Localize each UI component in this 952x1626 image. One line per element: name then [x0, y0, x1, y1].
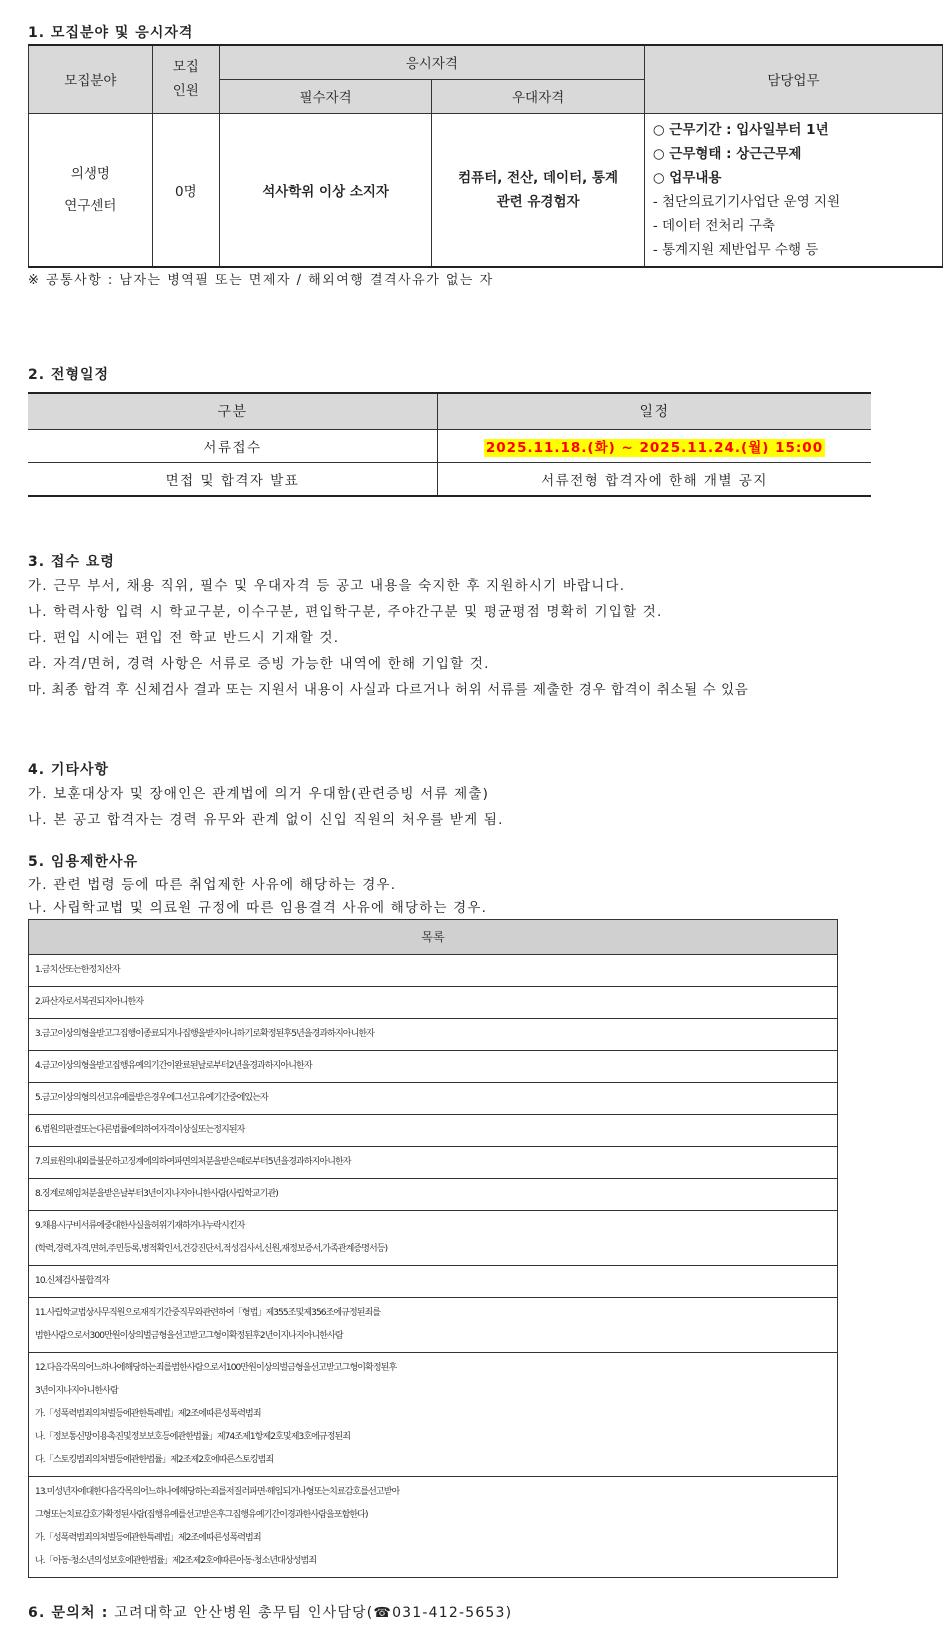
- list-row: [29, 1178, 838, 1210]
- duty-line: ○ 근무기간 : 입사일부터 1년: [652, 121, 829, 138]
- list-cell: [29, 1146, 838, 1178]
- list-row: [29, 1265, 838, 1297]
- list-line: 3년이지나지아니한사람: [35, 1385, 118, 1396]
- list-line: 나.「아동·청소년의성보호에관한법률」제2조제2호에따른아동·청소년대상성범죄: [35, 1555, 317, 1566]
- schedule-value: [438, 429, 872, 462]
- list-header: 목록: [29, 919, 838, 954]
- list-row: [29, 1018, 838, 1050]
- schedule-table: [28, 392, 871, 497]
- duty-line: - 통계지원 제반업무 수행 등: [652, 241, 819, 258]
- duty-line: - 첨단의료기기사업단 운영 지원: [652, 193, 841, 210]
- schedule-value: 서류전형 합격자에 한해 개별 공지: [438, 462, 872, 496]
- list-line: 가.「성폭력범죄의처벌등에관한특례법」제2조에따른성폭력범죄: [35, 1408, 261, 1419]
- header-count: 모집 인원: [152, 45, 219, 113]
- list-body: [29, 954, 838, 1577]
- section5-item: 가. 관련 법령 등에 따른 취업제한 사유에 해당하는 경우.: [28, 876, 397, 893]
- cell-field: [29, 113, 153, 267]
- list-row: [29, 986, 838, 1018]
- list-line: 1.금치산또는한정치산자: [35, 964, 120, 975]
- schedule-category: 서류접수: [28, 429, 438, 462]
- duty-line: - 데이터 전처리 구축: [652, 217, 775, 234]
- header-preferred: 우대자격: [432, 79, 645, 113]
- section5-item: 나. 사립학교법 및 의료원 규정에 따른 임용결격 사유에 해당하는 경우.: [28, 899, 488, 916]
- field-line2: 연구센터: [64, 197, 117, 214]
- header-schedule: 일정: [438, 393, 872, 430]
- list-line: (학력,경력,자격,면허,주민등록,병적확인서,건강진단서,적성검사서,신원,재정보증서,가족관계증명서등): [35, 1243, 388, 1254]
- preferred-line1: 컴퓨터, 전산, 데이터, 통계: [458, 169, 619, 186]
- list-cell: [29, 1114, 838, 1146]
- header-qualification: 응시자격: [219, 45, 644, 79]
- preferred-line2: 관련 유경험자: [496, 193, 580, 210]
- contact: [28, 1600, 943, 1626]
- list-cell: [29, 1178, 838, 1210]
- header-category: 구분: [28, 393, 438, 430]
- cell-count: 0명: [152, 113, 219, 267]
- section4-title: 4. 기타사항: [28, 761, 110, 778]
- section6-title: 6. 문의처 :: [28, 1604, 109, 1621]
- list-row: [29, 954, 838, 986]
- list-row: [29, 1352, 838, 1476]
- disqualification-list-table: [28, 919, 838, 1578]
- schedule-highlight: 2025.11.18.(화) ~ 2025.11.24.(월) 15:00: [485, 439, 824, 456]
- section3-title: 3. 접수 요령: [28, 553, 115, 570]
- list-row: [29, 1050, 838, 1082]
- list-line: 12.다음각목의어느하나에해당하는죄를범한사람으로서100만원이상의벌금형을선고받고그형이확정된후: [35, 1362, 397, 1373]
- list-line: 그형또는치료감호가확정된사람(집행유예를선고받은후그집행유예기간이경과한사람을포함한다): [35, 1509, 368, 1520]
- section1-title: 1. 모집분야 및 응시자격: [28, 25, 194, 41]
- contact-content: 고려대학교 안산병원 총무팀 인사담당(☎031-412-5653): [114, 1604, 513, 1621]
- list-row: [29, 1146, 838, 1178]
- list-cell: [29, 954, 838, 986]
- list-line: 5.금고이상의형의선고유예를받은경우에그선고유예기간중에있는자: [35, 1092, 268, 1103]
- list-cell: [29, 1352, 838, 1476]
- cell-preferred: [432, 113, 645, 267]
- list-line: 8.징계로해임처분을받은날부터3년이지나지아니한사람(사립학교기관): [35, 1188, 278, 1199]
- list-cell: [29, 1210, 838, 1265]
- list-cell: [29, 1297, 838, 1352]
- section5-title: 5. 임용제한사유: [28, 853, 139, 870]
- section2-title: 2. 전형일정: [28, 366, 110, 383]
- list-line: 2.파산자로서복권되지아니한자: [35, 996, 144, 1007]
- header-required: 필수자격: [219, 79, 432, 113]
- list-line: 3.금고이상의형을받고그집행이종료되거나집행을받지아니하기로확정된후5년을경과하지아니한자: [35, 1028, 374, 1039]
- list-line: 9.채용시구비서류에중대한사실을허위기재하거나누락시킨자: [35, 1220, 245, 1231]
- list-row: [29, 1297, 838, 1352]
- list-line: 4.금고이상의형을받고집행유예의기간이완료된날로부터2년을경과하지아니한자: [35, 1060, 312, 1071]
- list-cell: [29, 1050, 838, 1082]
- common-note: ※ 공통사항 : 남자는 병역필 또는 면제자 / 해외여행 결격사유가 없는 자: [28, 272, 494, 288]
- list-line: 10.신체검사불합격자: [35, 1275, 109, 1286]
- list-row: [29, 1114, 838, 1146]
- field-line1: 의생명: [70, 165, 110, 182]
- header-field: 모집분야: [29, 45, 153, 113]
- schedule-category: 면접 및 합격자 발표: [28, 462, 438, 496]
- list-line: 7.의료원의내외를불문하고징계에의하여파면의처분을받은때로부터5년을경과하지아니한자: [35, 1156, 351, 1167]
- duty-line: ○ 근무형태 : 상근근무제: [652, 145, 802, 162]
- list-line: 13.미성년자에대한다음각목의어느하나에해당하는죄를저질러파면·해임되거나형또는치료감호를선고받아: [35, 1486, 400, 1497]
- qualification-table: [28, 44, 943, 268]
- section4-item: 가. 보훈대상자 및 장애인은 관계법에 의거 우대함(관련증빙 서류 제출): [28, 785, 490, 802]
- list-line: 나.「정보통신망이용촉진및정보보호등에관한법률」제74조제1항제2호및제3호에규정된죄: [35, 1431, 351, 1442]
- list-row: [29, 1476, 838, 1577]
- list-line: 다.「스토킹범죄의처벌등에관한법률」제2조제2호에따른스토킹범죄: [35, 1454, 274, 1465]
- list-cell: [29, 1476, 838, 1577]
- header-duty: 담당업무: [644, 45, 942, 113]
- section3-item: 다. 편입 시에는 편입 전 학교 반드시 기재할 것.: [28, 629, 340, 646]
- cell-duty: [644, 113, 942, 267]
- section4-item: 나. 본 공고 합격자는 경력 유무와 관계 없이 신입 직원의 처우를 받게 됨.: [28, 811, 504, 828]
- list-line: 범한사람으로서300만원이상의벌금형을선고받고그형이확정된후2년이지나지아니한사람: [35, 1330, 343, 1341]
- duty-line: ○ 업무내용: [652, 169, 722, 186]
- section3-item: 마. 최종 합격 후 신체검사 결과 또는 지원서 내용이 사실과 다르거나 허위 서류를 제출한 경우 합격이 취소될 수 있음: [28, 681, 749, 698]
- list-cell: [29, 1082, 838, 1114]
- list-cell: [29, 1018, 838, 1050]
- list-row: [29, 1082, 838, 1114]
- list-line: 가.「성폭력범죄의처벌등에관한특례법」제2조에따른성폭력범죄: [35, 1532, 261, 1543]
- section3-item: 나. 학력사항 입력 시 학교구분, 이수구분, 편입학구분, 주야간구분 및 평균평점 명확히 기입할 것.: [28, 603, 663, 620]
- section3-item: 가. 근무 부서, 채용 직위, 필수 및 우대자격 등 공고 내용을 숙지한 후 지원하시기 바랍니다.: [28, 577, 626, 594]
- recruitment-notice: [28, 22, 943, 1626]
- list-cell: [29, 1265, 838, 1297]
- list-cell: [29, 986, 838, 1018]
- list-line: 6.법원의판결또는다른법률에의하여자격이상실또는정지된자: [35, 1124, 245, 1135]
- list-line: 11.사립학교법상사무직원으로재직기간중직무와관련하여「형법」제355조및제356조에규정된죄를: [35, 1307, 381, 1318]
- section3-item: 라. 자격/면허, 경력 사항은 서류로 증빙 가능한 내역에 한해 기입할 것.: [28, 655, 490, 672]
- list-row: [29, 1210, 838, 1265]
- cell-required: 석사학위 이상 소지자: [219, 113, 432, 267]
